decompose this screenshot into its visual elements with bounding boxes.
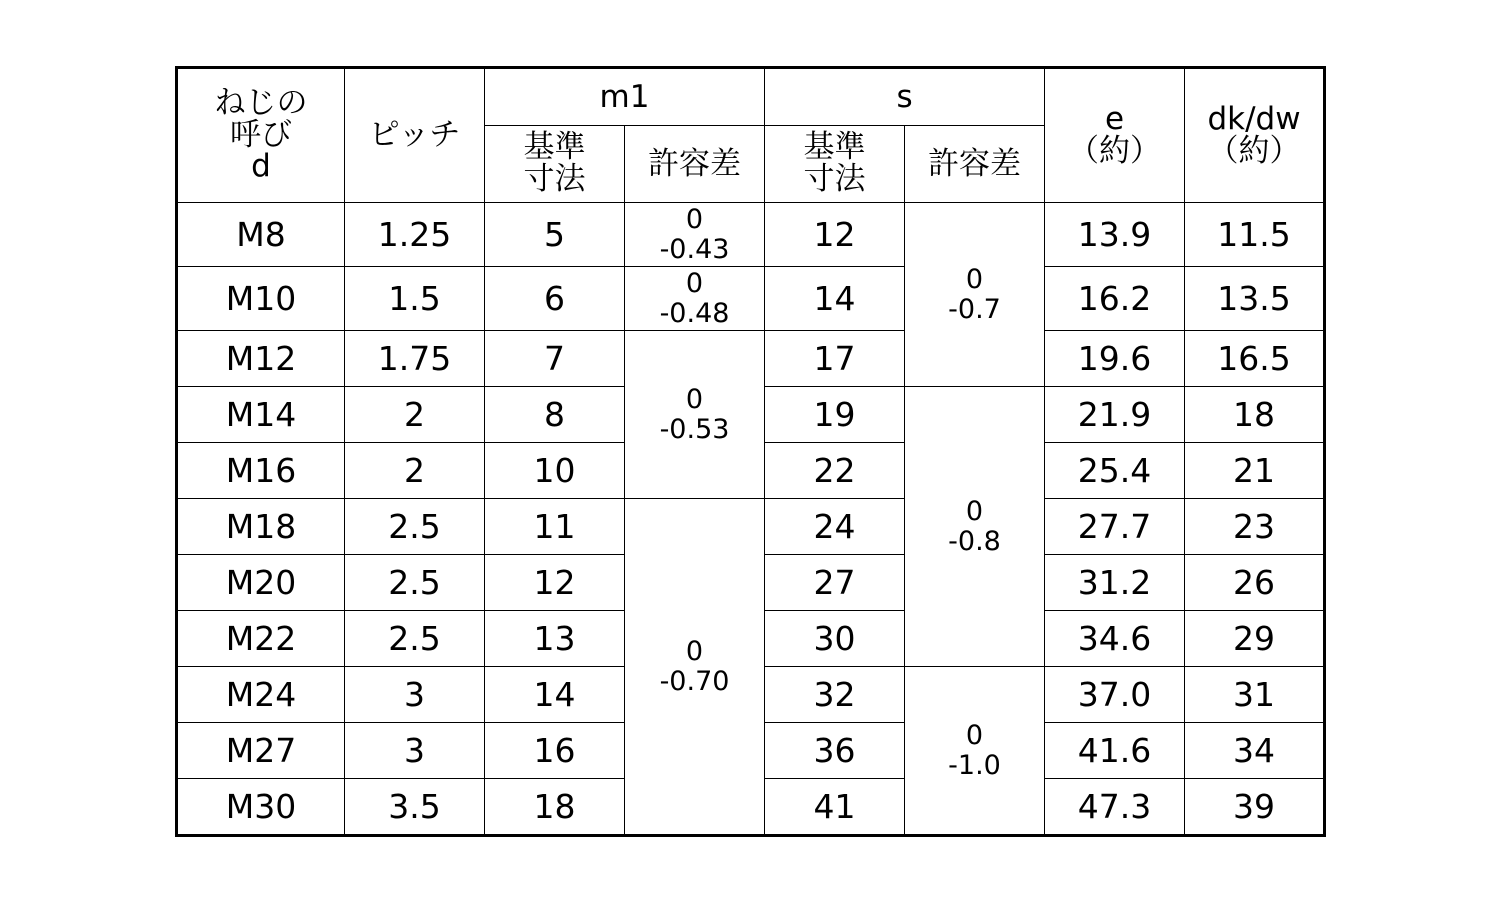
cell-e: 21.9: [1045, 387, 1185, 443]
cell-m1: 16: [485, 723, 625, 779]
header-m1-basic-size: [485, 126, 625, 203]
header-nominal-d: [177, 68, 345, 203]
tol-upper: 0: [685, 268, 704, 300]
header-s-tolerance: 許容差: [905, 126, 1045, 203]
cell-d: M12: [177, 331, 345, 387]
cell-dk: 26: [1185, 555, 1325, 611]
header-s-basic-size: [765, 126, 905, 203]
header-row-top: [177, 68, 1325, 126]
cell-s-tolerance: [905, 387, 1045, 667]
tol-lower: -0.8: [948, 525, 1001, 557]
cell-m1-tolerance: [625, 267, 765, 331]
cell-pitch: 1.5: [345, 267, 485, 331]
cell-e: 19.6: [1045, 331, 1185, 387]
tol-upper: 0: [965, 264, 984, 296]
table-row: [177, 203, 1325, 267]
cell-d: M30: [177, 779, 345, 836]
table-row: [177, 267, 1325, 331]
header-s-basic-line1: 基準: [803, 129, 866, 166]
cell-s: 24: [765, 499, 905, 555]
cell-s: 30: [765, 611, 905, 667]
cell-d: M27: [177, 723, 345, 779]
header-s-basic-line2: 寸法: [803, 161, 866, 197]
cell-dk: 16.5: [1185, 331, 1325, 387]
cell-s: 32: [765, 667, 905, 723]
cell-e: 34.6: [1045, 611, 1185, 667]
cell-s: 27: [765, 555, 905, 611]
cell-dk: 23: [1185, 499, 1325, 555]
header-dk-dw-approx: （約）: [1207, 132, 1301, 169]
tol-lower: -0.48: [659, 297, 730, 329]
header-nominal-line3: d: [251, 148, 271, 185]
cell-m1-tolerance: [625, 203, 765, 267]
cell-pitch: 2.5: [345, 611, 485, 667]
cell-s: 19: [765, 387, 905, 443]
cell-pitch: 2.5: [345, 499, 485, 555]
tol-upper: 0: [685, 204, 704, 236]
cell-m1-tolerance: [625, 331, 765, 499]
cell-pitch: 2: [345, 443, 485, 499]
cell-s: 14: [765, 267, 905, 331]
cell-dk: 13.5: [1185, 267, 1325, 331]
cell-pitch: 3: [345, 667, 485, 723]
cell-m1-tolerance: [625, 499, 765, 836]
header-e-approx: （約）: [1068, 132, 1162, 169]
tol-lower: -1.0: [948, 749, 1001, 781]
tol-upper: 0: [685, 636, 704, 668]
cell-s-tolerance: [905, 667, 1045, 836]
cell-s-tolerance: [905, 203, 1045, 387]
cell-m1: 11: [485, 499, 625, 555]
cell-e: 47.3: [1045, 779, 1185, 836]
cell-e: 41.6: [1045, 723, 1185, 779]
cell-e: 16.2: [1045, 267, 1185, 331]
header-e-label: e: [1104, 100, 1125, 137]
header-e: [1045, 68, 1185, 203]
header-m1-basic-line1: 基準: [523, 129, 586, 166]
tol-upper: 0: [685, 384, 704, 416]
header-m1: m1: [485, 68, 765, 126]
header-pitch: ピッチ: [345, 68, 485, 203]
cell-e: 27.7: [1045, 499, 1185, 555]
tol-upper: 0: [965, 496, 984, 528]
cell-m1: 13: [485, 611, 625, 667]
cell-d: M16: [177, 443, 345, 499]
cell-d: M10: [177, 267, 345, 331]
cell-s: 41: [765, 779, 905, 836]
cell-m1: 8: [485, 387, 625, 443]
header-nominal-line2: 呼び: [230, 116, 292, 153]
cell-d: M18: [177, 499, 345, 555]
cell-s: 12: [765, 203, 905, 267]
cell-s: 36: [765, 723, 905, 779]
cell-d: M20: [177, 555, 345, 611]
header-m1-basic-line2: 寸法: [523, 161, 586, 197]
cell-pitch: 1.25: [345, 203, 485, 267]
cell-dk: 34: [1185, 723, 1325, 779]
cell-dk: 21: [1185, 443, 1325, 499]
header-dk-dw: [1185, 68, 1325, 203]
tol-lower: -0.70: [659, 665, 730, 697]
tol-lower: -0.43: [659, 233, 730, 265]
cell-m1: 10: [485, 443, 625, 499]
cell-m1: 5: [485, 203, 625, 267]
cell-dk: 29: [1185, 611, 1325, 667]
cell-m1: 7: [485, 331, 625, 387]
header-m1-tolerance: 許容差: [625, 126, 765, 203]
table-row: [177, 331, 1325, 387]
cell-m1: 6: [485, 267, 625, 331]
nut-dimension-table: [175, 66, 1326, 837]
cell-s: 17: [765, 331, 905, 387]
cell-pitch: 2: [345, 387, 485, 443]
cell-d: M14: [177, 387, 345, 443]
cell-m1: 12: [485, 555, 625, 611]
cell-pitch: 1.75: [345, 331, 485, 387]
header-dk-dw-label: dk/dw: [1207, 100, 1301, 137]
cell-pitch: 2.5: [345, 555, 485, 611]
header-nominal-line1: ねじの: [214, 85, 308, 122]
cell-d: M8: [177, 203, 345, 267]
tol-upper: 0: [965, 720, 984, 752]
cell-dk: 31: [1185, 667, 1325, 723]
cell-e: 31.2: [1045, 555, 1185, 611]
cell-s: 22: [765, 443, 905, 499]
cell-e: 37.0: [1045, 667, 1185, 723]
cell-e: 13.9: [1045, 203, 1185, 267]
cell-dk: 39: [1185, 779, 1325, 836]
cell-pitch: 3.5: [345, 779, 485, 836]
header-s: s: [765, 68, 1045, 126]
tol-lower: -0.7: [948, 293, 1001, 325]
cell-pitch: 3: [345, 723, 485, 779]
cell-d: M22: [177, 611, 345, 667]
cell-dk: 18: [1185, 387, 1325, 443]
cell-e: 25.4: [1045, 443, 1185, 499]
cell-m1: 14: [485, 667, 625, 723]
cell-dk: 11.5: [1185, 203, 1325, 267]
table-row: [177, 499, 1325, 555]
cell-m1: 18: [485, 779, 625, 836]
tol-lower: -0.53: [659, 413, 730, 445]
cell-d: M24: [177, 667, 345, 723]
